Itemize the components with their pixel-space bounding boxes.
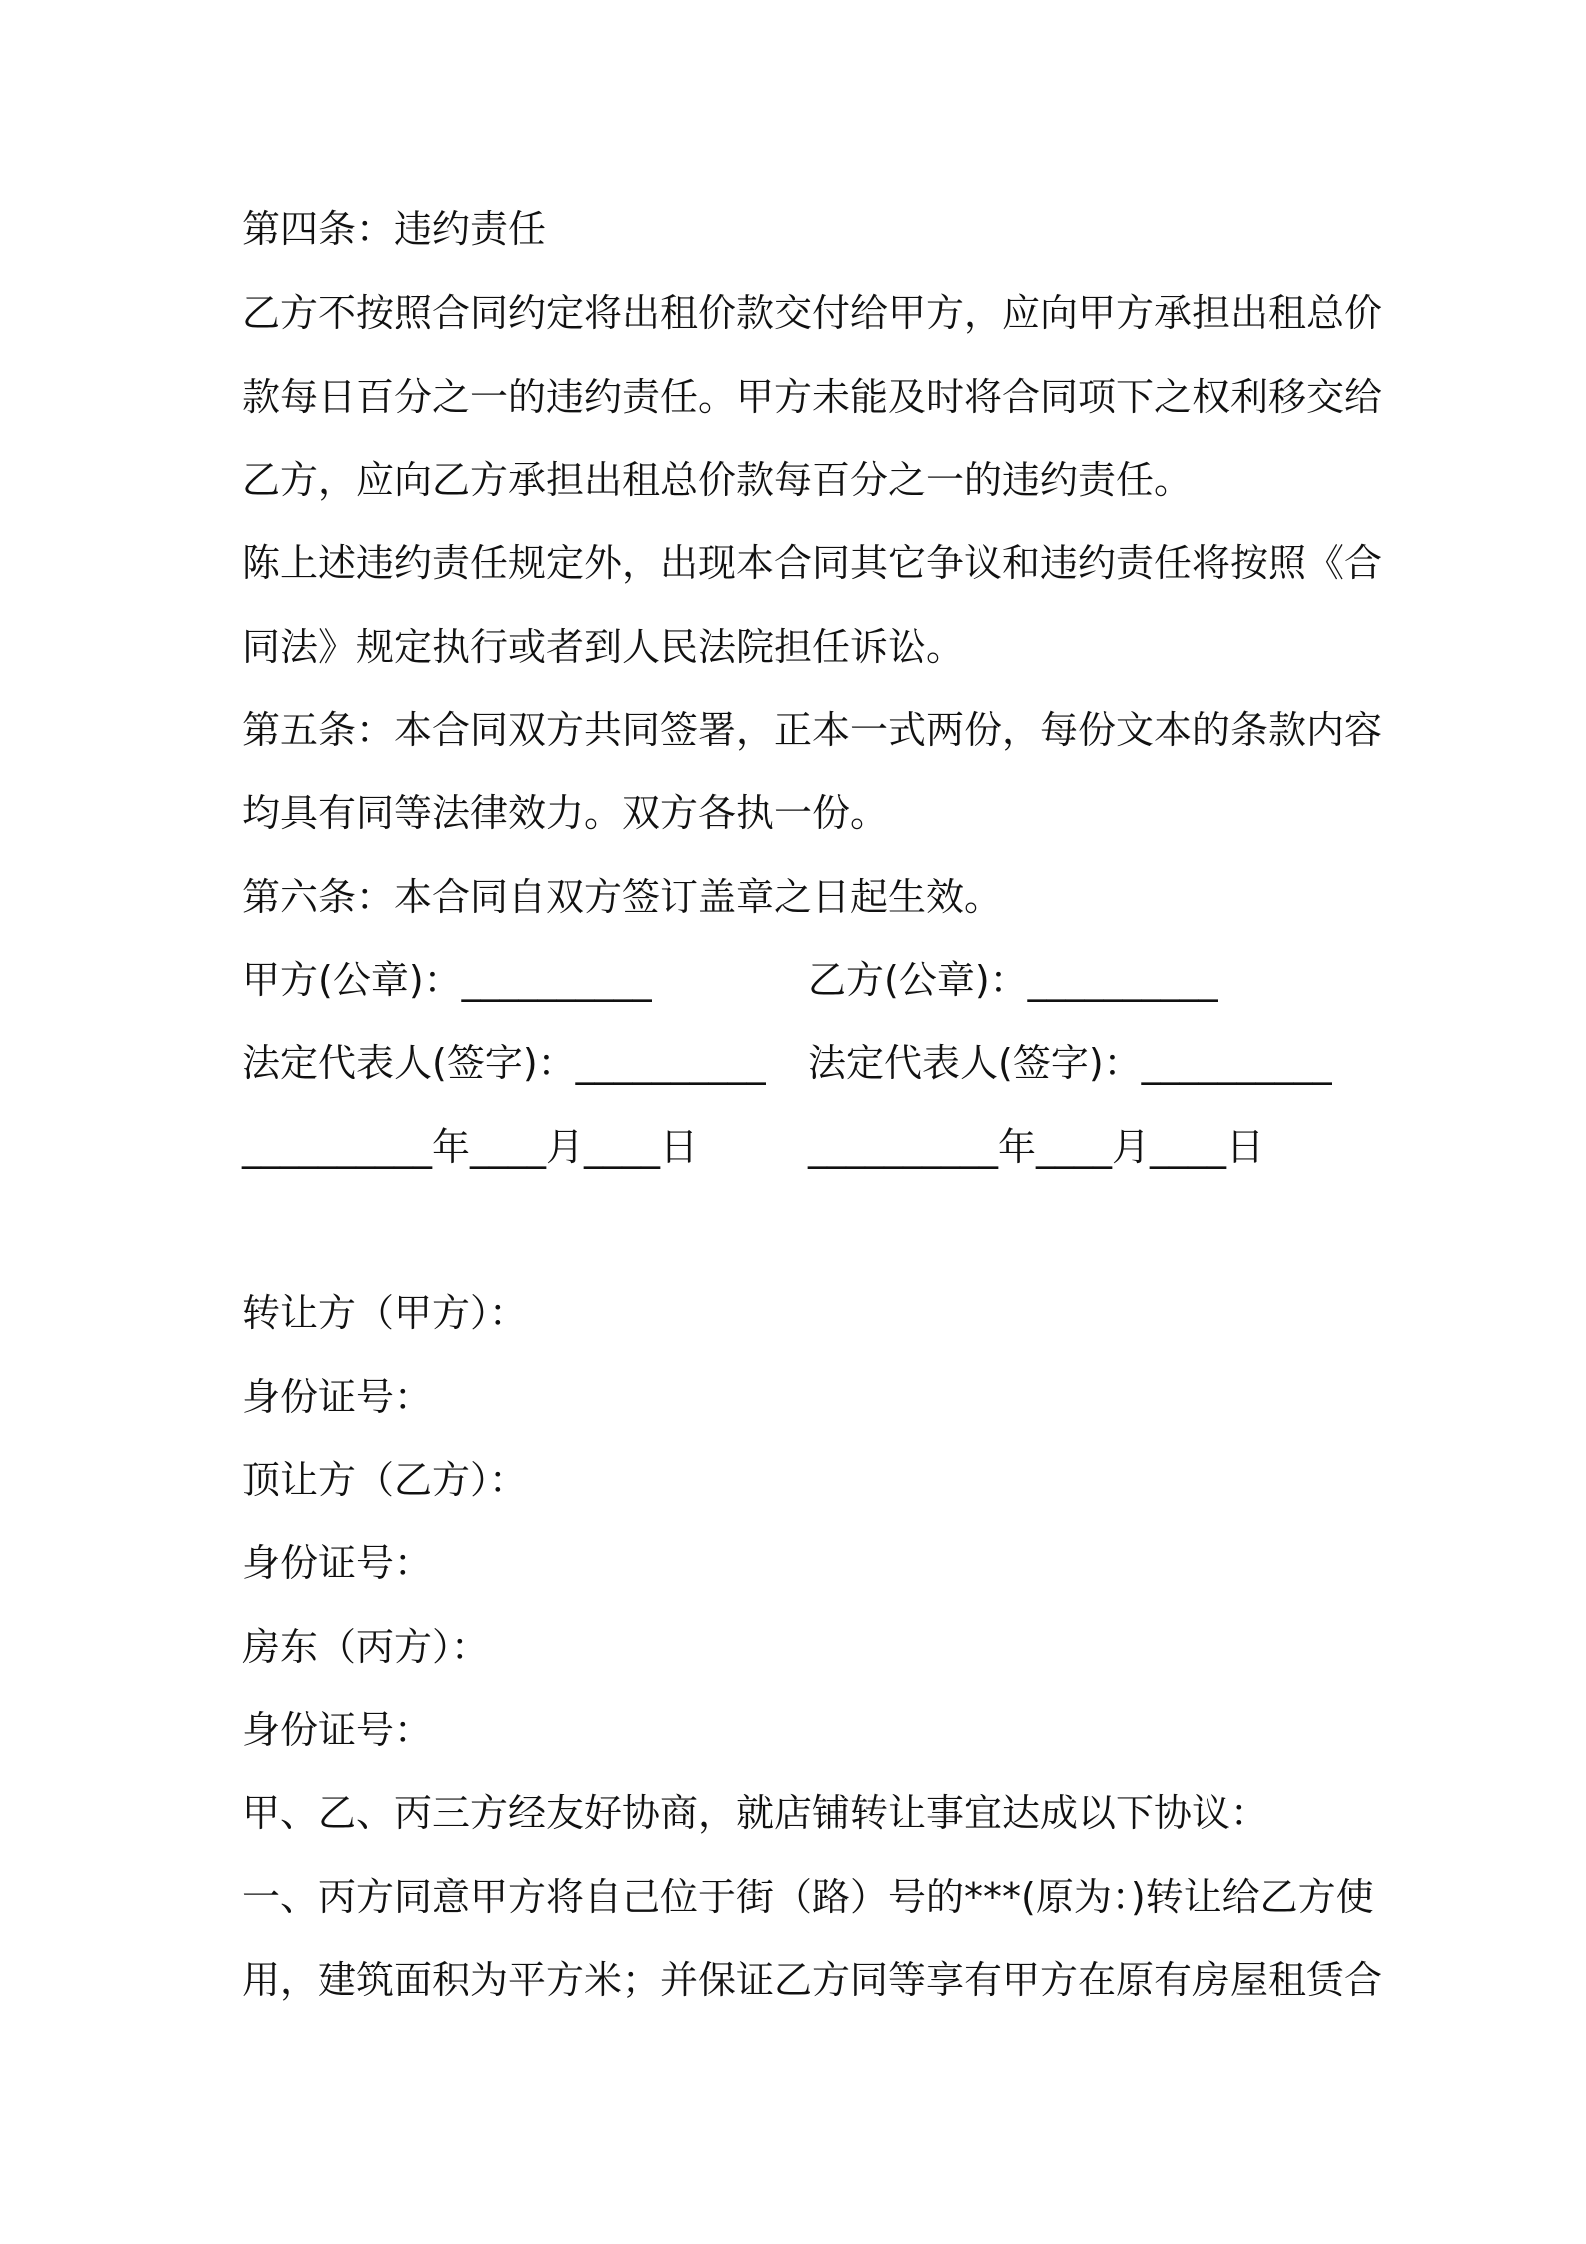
article-4-paragraph-line-1: 乙方不按照合同约定将出租价款交付给甲方，应向甲方承担出租总价 [242,291,1383,335]
agreement-clause-1-line-2: 用，建筑面积为平方米；并保证乙方同等享有甲方在原有房屋租赁合 [242,1958,1383,2002]
transferee-id-label: 身份证号： [242,1541,433,1585]
party-b-date-field: __________年____月____日 [808,1125,1265,1169]
transferor-id-label: 身份证号： [242,1375,433,1419]
article-4-paragraph-line-4: 陈上述违约责任规定外，出现本合同其它争议和违约责任将按照《合 [242,541,1383,585]
landlord-id-label: 身份证号： [242,1708,433,1752]
article-5-line-2: 均具有同等法律效力。双方各执一份。 [242,791,889,835]
party-b-representative-field: 法定代表人(签字)：__________ [808,1041,1332,1085]
transferor-label: 转让方（甲方）： [242,1291,528,1335]
article-4-heading: 第四条：违约责任 [242,207,547,251]
agreement-intro-line: 甲、乙、丙三方经友好协商，就店铺转让事宜达成以下协议： [242,1791,1269,1835]
party-b-seal-field: 乙方(公章)：__________ [808,958,1218,1002]
article-5-line-1: 第五条：本合同双方共同签署，正本一式两份，每份文本的条款内容 [242,708,1383,752]
agreement-clause-1-line-1: 一、丙方同意甲方将自己位于街（路）号的***(原为：)转让给乙方使 [242,1875,1374,1919]
transferee-label: 顶让方（乙方）： [242,1458,528,1502]
party-a-representative-field: 法定代表人(签字)：__________ [242,1041,766,1085]
party-a-seal-field: 甲方(公章)：__________ [242,958,652,1002]
article-6-line: 第六条：本合同自双方签订盖章之日起生效。 [242,875,1003,919]
party-a-date-field: __________年____月____日 [242,1125,699,1169]
article-4-paragraph-line-2: 款每日百分之一的违约责任。甲方未能及时将合同项下之权利移交给 [242,375,1383,419]
landlord-label: 房东（丙方）： [242,1625,490,1669]
article-4-paragraph-line-3: 乙方，应向乙方承担出租总价款每百分之一的违约责任。 [242,458,1193,502]
article-4-paragraph-line-5: 同法》规定执行或者到人民法院担任诉讼。 [242,625,965,669]
